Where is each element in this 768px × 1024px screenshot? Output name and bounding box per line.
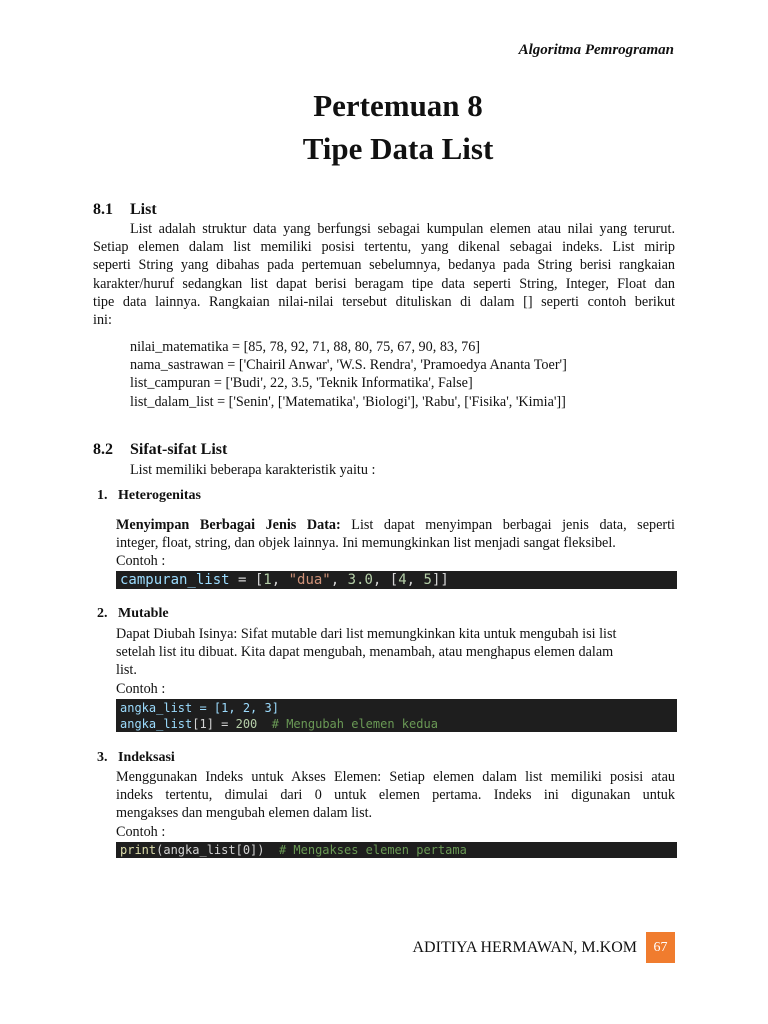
section-2-intro: List memiliki beberapa karakteristik yaitu : <box>130 462 376 478</box>
item-3-code-block <box>116 842 677 858</box>
item-1-line-1 <box>116 516 675 534</box>
item-1-line-2: integer, float, string, dan objek lainnya. Ini memungkinkan list menjadi sangat fleksibel. <box>116 535 616 552</box>
paragraph-line: List adalah struktur data yang berfungsi sebagai kumpulan elemen atau nilai yang terurut. <box>130 221 675 237</box>
item-3-line: indeks tertentu, dimulai dari 0 untuk elemen pertama. Indeks ini digunakan untuk <box>116 787 675 804</box>
paragraph-line: ini: <box>93 312 112 329</box>
code-token: , <box>271 572 289 588</box>
item-1-example-label: Contoh : <box>116 553 166 570</box>
item-3-line: Menggunakan Indeks untuk Akses Elemen: Setiap elemen dalam list memiliki posisi atau <box>116 769 675 785</box>
code-variable: angka_list <box>120 717 193 731</box>
code-line: angka_list = [1, 2, 3] <box>120 701 279 715</box>
item-3-body <box>116 768 675 841</box>
code-comment: # Mengakses elemen pertama <box>264 843 467 857</box>
code-function: print <box>120 843 157 857</box>
section-1-number: 8.1 <box>93 201 113 218</box>
code-string: "dua" <box>288 572 331 588</box>
section-2-number: 8.2 <box>93 441 113 458</box>
example-line: list_dalam_list = ['Senin', ['Matematika', 'Biologi'], 'Rabu', ['Fisika', 'Kimia']] <box>130 393 566 410</box>
item-1-body <box>116 516 675 571</box>
page-number-badge: 67 <box>646 932 675 963</box>
item-1-heading: 1. Heterogenitas <box>97 488 201 503</box>
code-comment: # Mengubah elemen kedua <box>257 717 438 731</box>
code-token: , [ <box>372 572 399 588</box>
code-token: , <box>330 572 348 588</box>
item-1-line-1-rest: List dapat menyimpan berbagai jenis data, seperti <box>340 517 675 533</box>
section-1-title: List <box>130 201 157 218</box>
item-3-heading: 3. Indeksasi <box>97 750 175 765</box>
code-token: , <box>406 572 424 588</box>
code-number: 4 <box>398 572 407 588</box>
code-variable: campuran_list <box>120 572 230 588</box>
code-token: (angka_list[0]) <box>156 843 265 857</box>
code-line <box>120 716 677 732</box>
item-2-line: setelah list itu dibuat. Kita dapat mengubah, menambah, atau menghapus elemen dalam <box>116 644 614 661</box>
list-examples <box>130 338 567 411</box>
code-token: ]] <box>431 572 449 588</box>
item-2-line: list. <box>116 662 137 679</box>
example-line: nilai_matematika = [85, 78, 92, 71, 88, 80, 75, 67, 90, 83, 76] <box>130 339 481 355</box>
paragraph-line: karakter/huruf sedangkan list dapat berisi beragam tipe data seperti String, Integer, Float dan <box>93 275 675 292</box>
example-line: list_campuran = ['Budi', 22, 3.5, 'Teknik Informatika', False] <box>130 375 473 392</box>
paragraph-line: tipe data lainnya. Rangkaian nilai-nilai tersebut dituliskan di dalam [] seperti contoh berikut <box>93 293 675 310</box>
footer-author: ADITIYA HERMAWAN, M.KOM <box>412 939 637 956</box>
code-number: 200 <box>235 717 258 731</box>
code-number: 5 <box>423 572 432 588</box>
chapter-title-line2: Tipe Data List <box>302 131 494 166</box>
code-number: 3.0 <box>347 572 373 588</box>
chapter-title-line1: Pertemuan 8 <box>313 88 483 123</box>
item-3-line: mengakses dan mengubah elemen dalam list. <box>116 805 373 822</box>
item-3-example-label: Contoh : <box>116 823 166 840</box>
item-1-bold-lead: Menyimpan Berbagai Jenis Data: <box>116 517 341 533</box>
item-2-example-label: Contoh : <box>116 680 166 697</box>
paragraph-line: seperti String yang dibahas pada pertemuan sebelumnya, bedanya pada String berisi rangkaian <box>93 257 675 274</box>
running-header: Algoritma Pemrograman <box>518 42 674 58</box>
section-2-title: Sifat-sifat List <box>130 441 228 458</box>
item-1-code-block <box>116 571 677 589</box>
code-token: [1] = <box>192 717 236 731</box>
item-2-line: Dapat Diubah Isinya: Sifat mutable dari list memungkinkan kita untuk mengubah isi list <box>116 626 617 642</box>
item-2-body <box>116 625 675 698</box>
section-1-paragraph <box>93 220 675 329</box>
code-token: = [ <box>229 572 264 588</box>
item-2-code-block <box>116 699 677 732</box>
paragraph-line: Setiap elemen dalam list memiliki posisi tertentu, yang dikenal sebagai indeks. List mirip <box>93 239 675 256</box>
code-number: 1 <box>263 572 272 588</box>
item-2-heading: 2. Mutable <box>97 606 169 621</box>
example-line: nama_sastrawan = ['Chairil Anwar', 'W.S. Rendra', 'Pramoedya Ananta Toer'] <box>130 357 567 374</box>
